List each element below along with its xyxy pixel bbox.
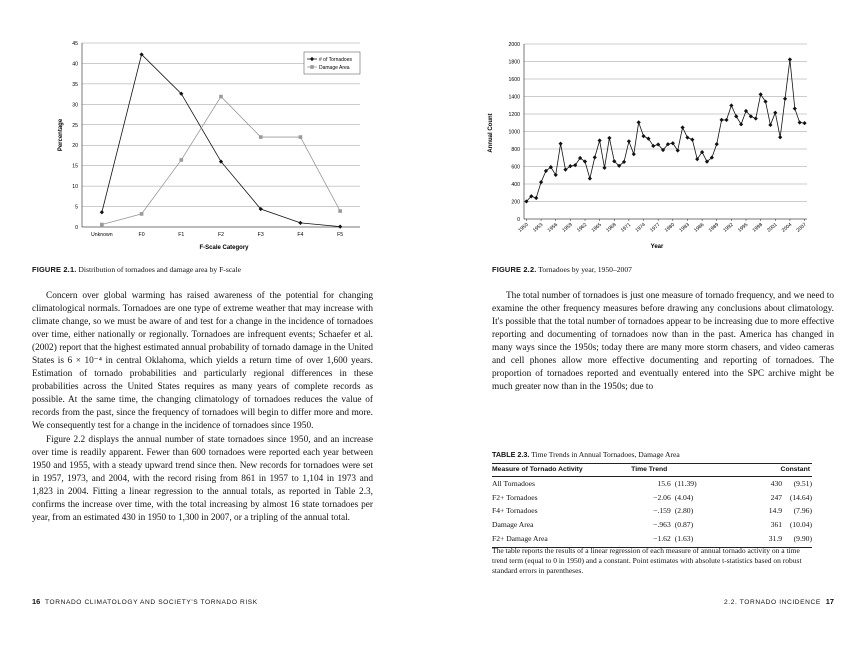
data-point [720, 118, 724, 122]
table-row [492, 477, 812, 491]
figure-label: FIGURE 2.1. [32, 265, 77, 274]
figure-caption-text: Distribution of tornadoes and damage area by F-scale [78, 265, 242, 274]
trend-cell: −.159 [653, 506, 671, 516]
data-point [299, 135, 303, 139]
data-point [729, 103, 733, 107]
right-page [432, 0, 864, 648]
x-tick-label: F3 [257, 232, 264, 238]
measure-cell: F2+ Tornadoes [492, 492, 538, 502]
data-point [607, 136, 611, 140]
data-point [627, 139, 631, 143]
y-tick-label: 2000 [508, 42, 520, 48]
series-line-tornadoes [526, 59, 804, 201]
trend-cell: 15.6 [657, 479, 671, 489]
x-tick-label: F0 [138, 232, 145, 238]
data-point [671, 141, 675, 145]
x-tick-label: 1986 [693, 221, 706, 234]
x-tick-label: 2007 [795, 221, 808, 234]
x-tick-label: 1992 [722, 221, 735, 234]
y-tick-label: 800 [511, 147, 520, 153]
data-point [593, 155, 597, 159]
table-label: TABLE 2.3. [492, 450, 530, 459]
data-point [338, 224, 342, 228]
trend-cell: −1.62 [609, 531, 671, 547]
constant-cell: 430 [770, 479, 783, 489]
paragraph: Concern over global warming has raised awareness of the potential for changing climatological normals. Tornadoes are one type of extreme weather that may increase with climate change, so we must be aware of and test for a change in the incidence of tornadoes over time, either nationally or regionally. Tornadoes are infrequent events; Schaefer et al. (2002) report that the highest estimated annual probability of tornado damage in the United States is 6 × 10⁻⁴ in central Oklahoma, which yields a return time of over 1,600 years. Estimation of tornado probabilities and particularly regional differences in these probabilities across the United States requires as many years of complete records as possible. At the same time, the changing climatology of tornadoes reduces the value of records from the past, since the frequency of tornadoes will begin to differ more and more. We consequently test for a change in the incidence of tornadoes since 1950. [32, 291, 373, 432]
data-point [734, 114, 738, 118]
right-footer [724, 597, 834, 606]
x-tick-label: 1974 [634, 221, 647, 234]
y-tick-label: 600 [511, 164, 520, 171]
paragraph: Figure 2.2 displays the annual number of state tornadoes since 1950, and an increase over time is readily apparent. Fewer than 600 tornadoes were reported each year between 1950 and 1955, with a steady upward trend since then. New records for tornadoes were set in 1957, 1973, and 2004, with the record rising from 861 in 1957 to 1,104 in 1973 and 1,823 in 2004. Fitting a linear regression to the annual totals, as reported in Table 2.3, confirms the increase over time, with the total increasing by almost 16 state tornadoes per year, from an estimated 430 in 1950 to 1,300 in 2007, or a tripling of the annual total. [32, 434, 373, 523]
trend-cell: −2.06 [653, 492, 671, 502]
x-tick-label: 1953 [531, 221, 545, 234]
data-point [219, 95, 223, 99]
x-tick-label: 1998 [751, 221, 764, 234]
tornadoes-by-year-chart [482, 38, 812, 256]
data-point [778, 135, 782, 139]
x-tick-label: 1959 [561, 221, 574, 234]
data-point [140, 212, 144, 216]
x-axis-label: Year [650, 244, 664, 250]
trend-table [492, 450, 812, 548]
x-tick-label: 1956 [546, 221, 560, 234]
data-point [100, 223, 104, 227]
constant-cell: 247 [770, 492, 783, 502]
data-point [802, 121, 806, 125]
x-tick-label: 1995 [736, 221, 750, 234]
data-point [788, 57, 792, 61]
constant-t-cell: (14.64) [789, 492, 812, 502]
x-tick-label: 1977 [649, 221, 662, 234]
data-point [539, 180, 543, 184]
y-axis-label: Percentage [58, 118, 64, 152]
constant-t-cell: (9.51) [793, 479, 812, 489]
data-point [646, 136, 650, 140]
data-point [739, 122, 743, 126]
data-point [768, 123, 772, 127]
y-tick-label: 15 [72, 163, 78, 170]
page-number: 16 [32, 597, 41, 606]
measure-cell: F2+ Damage Area [492, 531, 609, 547]
table-row [492, 531, 812, 547]
left-body-text [32, 290, 373, 525]
legend-marker [310, 65, 314, 69]
table-row [492, 518, 812, 532]
right-body-text [492, 290, 834, 394]
table-caption [492, 450, 812, 463]
y-tick-label: 20 [72, 143, 78, 150]
data-point [680, 125, 684, 129]
measure-cell: Damage Area [492, 520, 534, 530]
y-tick-label: 1200 [508, 112, 520, 118]
data-point [558, 142, 562, 146]
y-tick-label: 200 [511, 199, 520, 206]
table-row [492, 491, 812, 505]
figure-caption [492, 265, 822, 275]
data-point [754, 116, 758, 120]
x-axis-label: F-Scale Category [199, 245, 249, 251]
x-tick-label: 1950 [517, 221, 530, 234]
data-point [798, 120, 802, 124]
y-tick-label: 10 [72, 184, 78, 191]
x-tick-label: F4 [297, 232, 304, 238]
x-tick-label: 2004 [780, 221, 794, 234]
y-tick-label: 400 [511, 182, 520, 188]
trend-cell: −.963 [653, 520, 671, 530]
data-point [298, 221, 302, 225]
table-title: Time Trends in Annual Tornadoes, Damage Area [531, 450, 680, 459]
x-tick-label: F5 [337, 232, 344, 238]
trend-t-cell: (0.87) [674, 520, 694, 530]
column-header: Time Trend [609, 464, 744, 477]
table-row [492, 504, 812, 518]
series-line-tornadoes [102, 54, 340, 226]
table-note: The table reports the results of a linear regression of each measure of annual tornado activity on a time trend term (equal to 0 in 1950) and a constant. Point estimates with absolute t-statistics based on robust standard errors in parentheses. [492, 546, 802, 575]
x-tick-label: Unknown [91, 232, 113, 238]
y-tick-label: 40 [72, 61, 78, 68]
x-tick-label: 1980 [663, 221, 677, 234]
y-axis-label: Annual Count [488, 113, 494, 153]
x-tick-label: 2001 [766, 221, 779, 234]
data-point [534, 196, 538, 200]
data-point [554, 173, 558, 177]
data-point [685, 135, 689, 139]
data-point [783, 97, 787, 101]
data-point [793, 106, 797, 110]
data-point [588, 176, 592, 180]
left-footer [32, 597, 258, 606]
y-tick-label: 1600 [508, 77, 520, 83]
data-point [179, 158, 183, 162]
constant-cell: 14.9 [768, 506, 783, 516]
running-head: TORNADO CLIMATOLOGY AND SOCIETY'S TORNADO RISK [44, 599, 258, 606]
legend-label: Damage Area [319, 65, 350, 71]
constant-t-cell: (7.96) [793, 506, 812, 516]
data-point [259, 135, 263, 139]
column-header: Measure of Tornado Activity [492, 464, 609, 477]
figure-caption-text: Tornadoes by year, 1950–2007 [538, 265, 632, 274]
constant-t-cell: (9.90) [782, 531, 812, 547]
figure-caption [32, 265, 392, 275]
constant-cell: 361 [770, 520, 783, 530]
legend-label: # of Tornadoes [319, 57, 352, 63]
x-tick-label: 1968 [605, 221, 618, 234]
y-tick-label: 30 [72, 102, 78, 109]
measure-cell: All Tornadoes [492, 479, 535, 489]
data-point [100, 210, 104, 214]
trend-t-cell: (2.80) [674, 506, 694, 516]
x-tick-label: F1 [178, 232, 185, 238]
constant-t-cell: (10.04) [789, 520, 812, 530]
x-tick-label: 1971 [619, 221, 633, 234]
table-header-row [492, 464, 812, 477]
data-point [598, 138, 602, 142]
data-point [338, 209, 342, 213]
data-point [637, 120, 641, 124]
x-tick-label: 1989 [707, 221, 721, 234]
y-tick-label: 5 [75, 204, 78, 211]
data-point [641, 134, 645, 138]
x-tick-label: 1983 [678, 221, 691, 234]
data-point [651, 144, 655, 148]
data-point [715, 142, 719, 146]
measure-cell: F4+ Tornadoes [492, 506, 538, 516]
data-point [690, 138, 694, 142]
fscale-chart [52, 38, 372, 256]
trend-t-cell: (4.04) [674, 492, 694, 502]
data-point [724, 118, 728, 122]
y-tick-label: 45 [72, 41, 78, 47]
y-tick-label: 0 [517, 217, 520, 223]
paragraph: The total number of tornadoes is just one measure of tornado frequency, and we need to examine the other frequency measures before drawing any conclusions about climatology. It's possible that the total number of tornadoes appear to be increasing due to more effective reporting and documenting of tornadoes now than in the past. America has changed in many ways since the 1950s; today there are many more storm chasers, and video cameras and cell phones allow more effective documenting and reporting of tornadoes. The proportion of tornadoes reported and eventually entered into the SPC archive might be much greater now than in the 1950s; due to [492, 291, 834, 393]
x-tick-label: F2 [217, 232, 225, 238]
y-tick-label: 35 [72, 81, 78, 88]
constant-cell: 31.9 [744, 531, 782, 547]
running-head: 2.2. TORNADO INCIDENCE [724, 599, 821, 606]
column-header: Constant [744, 464, 812, 477]
y-tick-label: 1400 [508, 94, 520, 101]
figure-label: FIGURE 2.2. [492, 265, 537, 274]
y-tick-label: 1800 [508, 59, 520, 66]
x-tick-label: 1962 [575, 221, 589, 234]
trend-t-cell: (1.63) [671, 531, 745, 547]
page-number: 17 [825, 597, 834, 606]
y-tick-label: 1000 [508, 129, 520, 136]
data-point [632, 152, 636, 156]
y-tick-label: 25 [72, 122, 78, 129]
y-tick-label: 0 [75, 225, 78, 231]
x-tick-label: 1965 [590, 221, 603, 234]
trend-t-cell: (11.39) [674, 479, 697, 489]
